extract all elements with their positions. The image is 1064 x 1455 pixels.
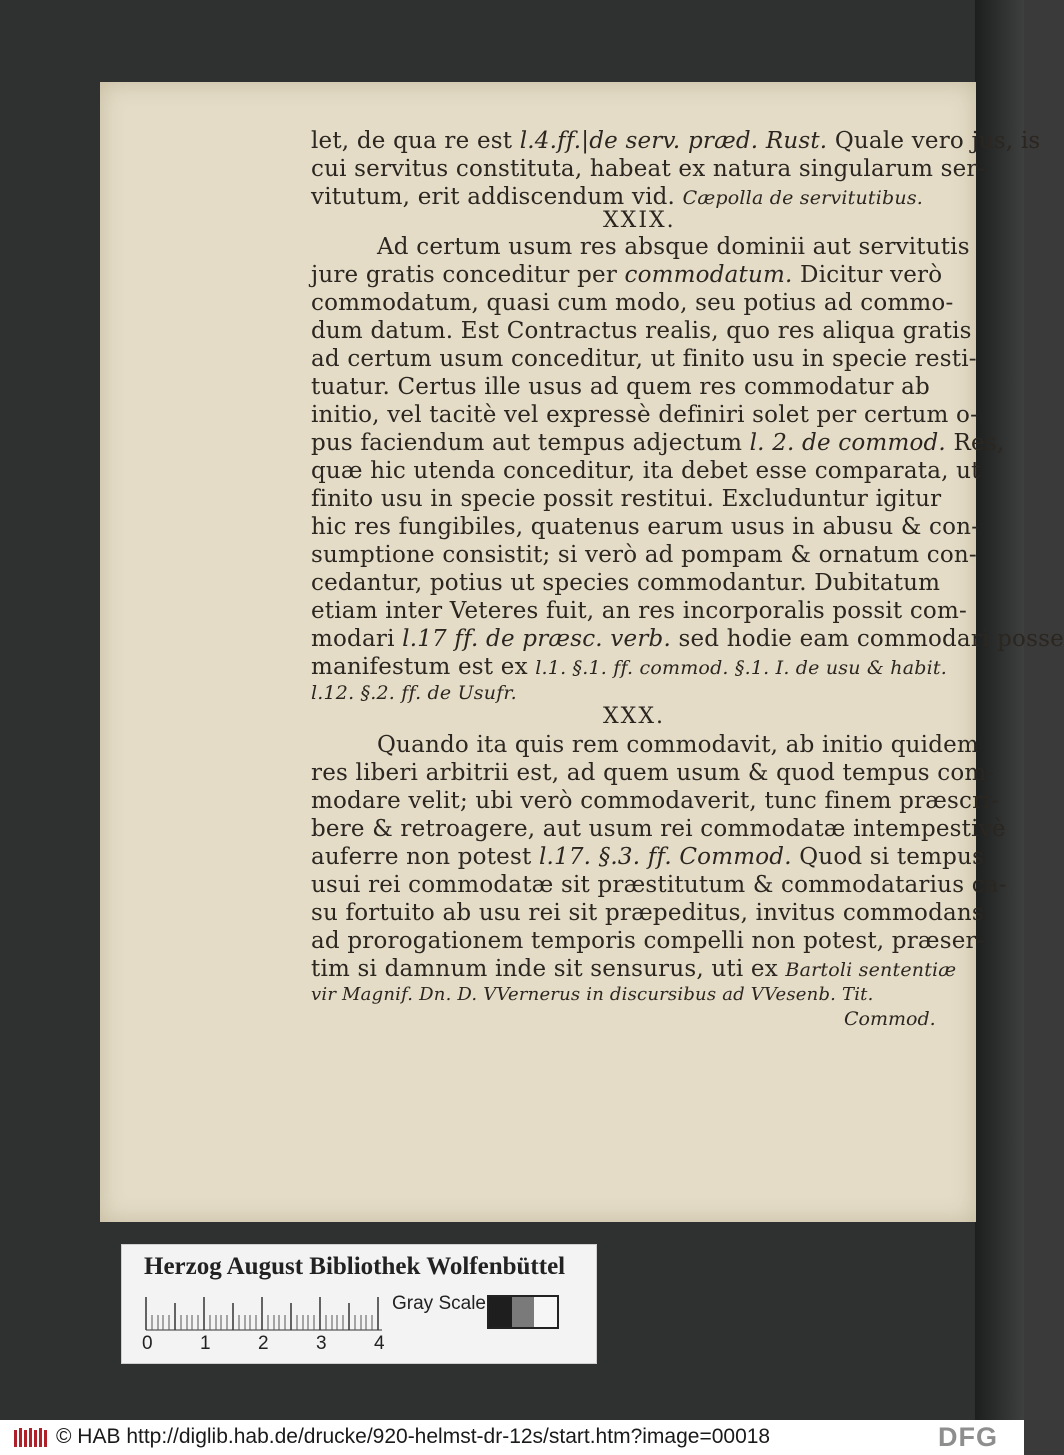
text-line: let, de qua re est l.4.ff.|de serv. præd. Rust. Quale vero jus, is <box>311 128 1041 154</box>
text-line: manifestum est ex l.1. §.1. ff. commod. §.1. I. de usu & habit. <box>311 654 947 680</box>
text-line: commodatum, quasi cum modo, seu potius ad commo- <box>311 290 954 316</box>
dfg-logo: DFG <box>938 1422 998 1452</box>
text-line: usui rei commodatæ sit præstitutum & commodatarius ca- <box>311 872 1007 898</box>
text-line: quæ hic utenda conceditur, ita debet esse comparata, ut <box>311 458 981 484</box>
ruler-number: 0 <box>142 1333 153 1354</box>
text-line: initio, vel tacitè vel expressè definiri solet per certum o- <box>311 402 979 428</box>
ruler-number: 1 <box>200 1333 211 1354</box>
book-page <box>100 82 1064 1222</box>
text-line: modare velit; ubi verò commodaverit, tunc finem præscri- <box>311 788 999 814</box>
text-line: auferre non potest l.17. §.3. ff. Commod. Quod si tempus <box>311 844 985 870</box>
text-line: tim si damnum inde sit sensurus, uti ex Bartoli sententiæ <box>311 956 957 982</box>
ruler-number: 2 <box>258 1333 269 1354</box>
text-line: l.12. §.2. ff. de Usufr. <box>311 682 517 704</box>
text-line: tuatur. Certus ille usus ad quem res commodatur ab <box>311 374 930 400</box>
text-line: ad prorogationem temporis compelli non potest, præser- <box>311 928 985 954</box>
text-line: finito usu in specie possit restitui. Excluduntur igitur <box>311 486 942 512</box>
library-name: Herzog August Bibliothek Wolfenbüttel <box>144 1253 566 1280</box>
ruler-scale <box>146 1295 382 1331</box>
gray-scale-swatch <box>487 1295 559 1329</box>
text-line: cui servitus constituta, habeat ex natura singularum ser- <box>311 156 986 182</box>
viewer-footer <box>0 1420 1024 1455</box>
section-heading-29: XXIX. <box>603 208 676 233</box>
text-line: sumptione consistit; si verò ad pompam & ornatum con- <box>311 542 977 568</box>
text-line: modari l.17 ff. de præsc. verb. sed hodie eam commodari posse <box>311 626 1064 652</box>
text-line: jure gratis conceditur per commodatum. Dicitur verò <box>311 262 943 288</box>
text-line: etiam inter Veteres fuit, an res incorporalis possit com- <box>311 598 967 624</box>
text-line: cedantur, potius ut species commodantur. Dubitatum <box>311 570 941 596</box>
ruler-numbers <box>136 1333 396 1357</box>
catchword: Commod. <box>844 1008 936 1030</box>
section-heading-30: XXX. <box>603 704 665 729</box>
gray-scale-label: Gray Scale <box>392 1293 486 1314</box>
ruler-number: 4 <box>374 1333 385 1354</box>
text-line: su fortuito ab usu rei sit præpeditus, invitus commodans <box>311 900 984 926</box>
scan-backdrop-edge <box>975 0 1024 1420</box>
text-line: ad certum usum conceditur, ut finito usu in specie resti- <box>311 346 977 372</box>
text-line: res liberi arbitrii est, ad quem usum & quod tempus com- <box>311 760 995 786</box>
text-line: bere & retroagere, aut usum rei commodatæ intempestivè <box>311 816 1006 842</box>
text-line: hic res fungibiles, quatenus earum usus in abusu & con- <box>311 514 980 540</box>
text-line: vir Magnif. Dn. D. VVernerus in discursibus ad VVesenb. Tit. <box>311 984 874 1005</box>
text-line: Quando ita quis rem commodavit, ab initio quidem <box>377 732 979 758</box>
text-line: Ad certum usum res absque dominii aut servitutis <box>377 234 970 260</box>
source-link[interactable]: © HAB http://diglib.hab.de/drucke/920-helmst-dr-12s/start.htm?image=00018 <box>56 1425 771 1448</box>
text-line: pus faciendum aut tempus adjectum l. 2. de commod. Res, <box>311 430 1005 456</box>
ruler-number: 3 <box>316 1333 327 1354</box>
text-line: dum datum. Est Contractus realis, quo res aliqua gratis <box>311 318 972 344</box>
text-line: vitutum, erit addiscendum vid. Cæpolla de servitutibus. <box>311 184 924 210</box>
library-color-card <box>121 1244 597 1364</box>
hab-logo-icon <box>14 1427 48 1449</box>
